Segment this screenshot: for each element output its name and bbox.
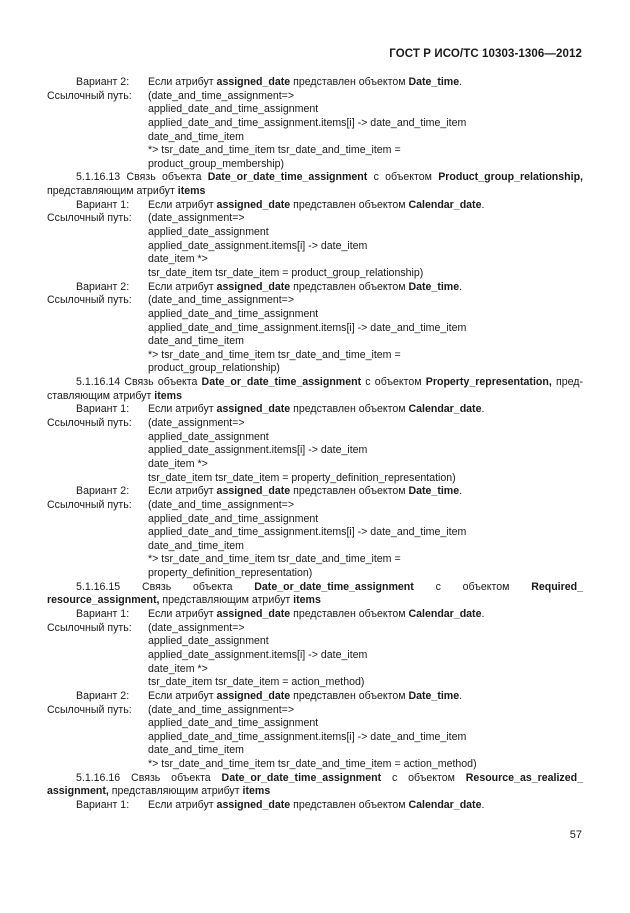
path-line bbox=[0, 117, 630, 131]
section-text: с объектом bbox=[361, 376, 426, 389]
path-line bbox=[0, 526, 630, 540]
section-text: Связь объекта bbox=[120, 376, 202, 389]
variant-label: Вариант 2: bbox=[76, 485, 130, 498]
path-line bbox=[0, 458, 630, 472]
variant-label: Вариант 1: bbox=[76, 799, 130, 812]
text: . bbox=[459, 689, 463, 702]
path-text: applied_date_assignment bbox=[148, 635, 269, 648]
path-text: tsr_date_item tsr_date_item = action_method) bbox=[148, 676, 365, 689]
reference-path-label: Ссылочный путь: bbox=[47, 212, 132, 225]
variant-text bbox=[148, 403, 484, 417]
text: Если атрибут bbox=[148, 76, 217, 88]
section-text: Связь объекта bbox=[120, 171, 208, 184]
reference-path-row bbox=[0, 622, 630, 636]
text: . bbox=[459, 485, 463, 498]
section-text: представляющим атрибут bbox=[159, 594, 294, 607]
section-text: с объектом bbox=[413, 580, 532, 593]
path-text: date_item *> bbox=[148, 458, 208, 470]
path-line bbox=[0, 663, 630, 677]
attribute-name: items bbox=[154, 389, 182, 402]
text: представлен объектом bbox=[290, 403, 409, 416]
attribute-name: assigned_date bbox=[216, 485, 291, 498]
path-text: applied_date_assignment.items[i] -> date_item bbox=[148, 444, 368, 457]
attribute-name: assigned_date bbox=[216, 689, 291, 702]
variant-text bbox=[148, 799, 484, 813]
path-text: (date_and_time_assignment=> bbox=[148, 703, 295, 716]
path-line bbox=[0, 267, 630, 281]
path-line bbox=[0, 226, 630, 240]
path-text: date_and_time_item bbox=[148, 539, 244, 552]
attribute-name: items bbox=[242, 785, 271, 798]
path-line bbox=[0, 431, 630, 445]
path-text: applied_date_assignment bbox=[148, 226, 269, 239]
document-body bbox=[0, 76, 630, 813]
path-line bbox=[0, 540, 630, 554]
path-text: (date_assignment=> bbox=[148, 212, 245, 225]
text: представлен объектом bbox=[290, 198, 409, 211]
path-line bbox=[0, 649, 630, 663]
reference-path-label: Ссылочный путь: bbox=[47, 89, 132, 102]
path-text: applied_date_and_time_assignment bbox=[148, 307, 319, 320]
path-text: *> tsr_date_and_time_item tsr_date_and_time_item = action_method) bbox=[148, 758, 477, 771]
variant-label: Вариант 1: bbox=[76, 198, 130, 211]
text: . bbox=[481, 799, 485, 812]
path-text: product_group_relationship) bbox=[148, 362, 280, 375]
section-number: 5.1.16.13 bbox=[76, 171, 121, 184]
path-line bbox=[0, 635, 630, 649]
path-text: applied_date_and_time_assignment.items[i] -> date_and_time_item bbox=[148, 321, 467, 334]
attribute-name: assigned_date bbox=[216, 76, 291, 88]
reference-path-label: Ссылочный путь: bbox=[47, 498, 132, 511]
attribute-name: assigned_date bbox=[216, 280, 291, 293]
attribute-name: items bbox=[177, 185, 206, 198]
section-text: с объектом bbox=[367, 171, 439, 184]
path-line bbox=[0, 676, 630, 690]
section-text: представляющим атрибут bbox=[47, 185, 178, 198]
variant-row bbox=[0, 485, 630, 499]
variant-row bbox=[0, 799, 630, 813]
path-text: *> tsr_date_and_time_item tsr_date_and_time_item = bbox=[148, 348, 401, 361]
variant-label: Вариант 1: bbox=[76, 608, 130, 621]
path-line bbox=[0, 131, 630, 145]
variant-label: Вариант 2: bbox=[76, 76, 130, 88]
reference-path-label: Ссылочный путь: bbox=[47, 294, 132, 307]
variant-row bbox=[0, 76, 630, 90]
path-text: applied_date_assignment bbox=[148, 430, 269, 443]
variant-text bbox=[148, 76, 462, 90]
object-name: Calendar_date bbox=[408, 608, 482, 621]
text: представлен объектом bbox=[290, 608, 409, 621]
reference-path-label: Ссылочный путь: bbox=[47, 703, 132, 716]
path-line bbox=[0, 349, 630, 363]
path-line bbox=[0, 335, 630, 349]
text: Если атрибут bbox=[148, 403, 217, 416]
path-text: tsr_date_item tsr_date_item = product_group_relationship) bbox=[148, 267, 424, 279]
reference-path-label: Ссылочный путь: bbox=[47, 417, 132, 430]
object-name: Required_ resource_assignment, bbox=[47, 580, 583, 607]
text: . bbox=[459, 76, 463, 88]
path-text: (date_and_time_assignment=> bbox=[148, 294, 295, 307]
section-text: с объектом bbox=[381, 771, 466, 784]
attribute-name: assigned_date bbox=[216, 799, 291, 812]
object-name: Calendar_date bbox=[408, 799, 482, 812]
attribute-name: assigned_date bbox=[216, 198, 291, 211]
path-text: applied_date_assignment.items[i] -> date_item bbox=[148, 649, 368, 661]
path-line bbox=[0, 103, 630, 117]
text: Если атрибут bbox=[148, 608, 217, 621]
path-text: date_and_time_item bbox=[148, 335, 244, 348]
path-line bbox=[0, 144, 630, 158]
object-name: Date_time bbox=[408, 689, 460, 702]
section-text: пред-ставляющим атрибут bbox=[47, 376, 583, 402]
path-text: property_definition_representation) bbox=[148, 567, 313, 580]
section-number: 5.1.16.14 bbox=[76, 376, 121, 389]
section-heading bbox=[0, 376, 630, 403]
path-line bbox=[0, 322, 630, 336]
variant-row bbox=[0, 281, 630, 295]
section-text: Связь объекта bbox=[120, 771, 222, 784]
text: Если атрибут bbox=[148, 198, 217, 211]
path-line bbox=[0, 444, 630, 458]
text: представлен объектом bbox=[290, 76, 409, 88]
reference-path-row bbox=[0, 90, 630, 104]
path-text: applied_date_and_time_assignment.items[i] -> date_and_time_item bbox=[148, 526, 467, 539]
reference-path-label: Ссылочный путь: bbox=[47, 621, 132, 634]
variant-text bbox=[148, 608, 484, 622]
variant-label: Вариант 2: bbox=[76, 280, 130, 293]
section-number: 5.1.16.16 bbox=[76, 771, 121, 784]
text: представлен объектом bbox=[290, 689, 409, 702]
path-text: applied_date_and_time_assignment bbox=[148, 717, 319, 730]
path-text: (date_and_time_assignment=> bbox=[148, 498, 295, 511]
reference-path-row bbox=[0, 499, 630, 513]
object-name: Property_representation, bbox=[425, 376, 552, 389]
path-text: (date_and_time_assignment=> bbox=[148, 89, 295, 102]
entity-name: Date_or_date_time_assignment bbox=[254, 580, 414, 593]
path-text: applied_date_and_time_assignment.items[i] -> date_and_time_item bbox=[148, 116, 467, 129]
path-line bbox=[0, 717, 630, 731]
path-text: applied_date_and_time_assignment bbox=[148, 512, 319, 525]
text: . bbox=[481, 608, 485, 621]
section-number: 5.1.16.15 bbox=[76, 580, 121, 593]
object-name: Date_time bbox=[408, 76, 460, 88]
path-text: product_group_membership) bbox=[148, 157, 285, 170]
attribute-name: assigned_date bbox=[216, 403, 291, 416]
page-number: 57 bbox=[569, 829, 582, 841]
section-text: Связь объекта bbox=[120, 580, 255, 593]
object-name: Resource_as_realized_ assignment, bbox=[47, 771, 583, 798]
variant-row bbox=[0, 608, 630, 622]
path-line bbox=[0, 744, 630, 758]
variant-text bbox=[148, 485, 462, 499]
variant-row bbox=[0, 199, 630, 213]
text: . bbox=[481, 403, 485, 416]
object-name: Calendar_date bbox=[408, 403, 482, 416]
attribute-name: assigned_date bbox=[216, 608, 291, 621]
entity-name: Date_or_date_time_assignment bbox=[201, 376, 362, 389]
path-line bbox=[0, 567, 630, 581]
text: . bbox=[459, 280, 463, 293]
path-text: applied_date_assignment.items[i] -> date_item bbox=[148, 239, 368, 252]
path-text: date_and_time_item bbox=[148, 744, 244, 757]
text: Если атрибут bbox=[148, 799, 217, 812]
variant-label: Вариант 2: bbox=[76, 689, 130, 702]
path-line bbox=[0, 553, 630, 567]
path-line bbox=[0, 472, 630, 486]
attribute-name: items bbox=[293, 594, 321, 607]
text: представлен объектом bbox=[290, 485, 409, 498]
object-name: Date_time bbox=[408, 280, 460, 293]
path-line bbox=[0, 240, 630, 254]
path-line bbox=[0, 758, 630, 772]
path-line bbox=[0, 253, 630, 267]
section-heading bbox=[0, 772, 630, 799]
variant-text bbox=[148, 690, 462, 704]
text: представлен объектом bbox=[290, 280, 409, 293]
path-text: date_item *> bbox=[148, 253, 208, 266]
reference-path-row bbox=[0, 212, 630, 226]
path-text: tsr_date_item tsr_date_item = property_definition_representation) bbox=[148, 471, 456, 484]
variant-text bbox=[148, 199, 484, 213]
path-line bbox=[0, 308, 630, 322]
entity-name: Date_or_date_time_assignment bbox=[221, 771, 382, 784]
path-line bbox=[0, 513, 630, 527]
text: Если атрибут bbox=[148, 689, 217, 702]
variant-row bbox=[0, 690, 630, 704]
reference-path-row bbox=[0, 294, 630, 308]
path-line bbox=[0, 362, 630, 376]
variant-row bbox=[0, 403, 630, 417]
path-text: date_and_time_item bbox=[148, 130, 244, 143]
object-name: Calendar_date bbox=[408, 198, 482, 211]
text: представлен объектом bbox=[290, 799, 409, 812]
object-name: Date_time bbox=[408, 485, 460, 498]
text: Если атрибут bbox=[148, 280, 217, 293]
path-text: *> tsr_date_and_time_item tsr_date_and_time_item = bbox=[148, 553, 401, 566]
variant-label: Вариант 1: bbox=[76, 403, 130, 416]
section-heading bbox=[0, 581, 630, 608]
path-text: *> tsr_date_and_time_item tsr_date_and_time_item = bbox=[148, 144, 401, 157]
path-text: applied_date_and_time_assignment.items[i] -> date_and_time_item bbox=[148, 730, 467, 743]
path-line bbox=[0, 731, 630, 745]
variant-text bbox=[148, 281, 462, 295]
path-text: (date_assignment=> bbox=[148, 621, 245, 634]
path-text: date_item *> bbox=[148, 662, 208, 675]
section-heading bbox=[0, 171, 630, 198]
section-text: представляющим атрибут bbox=[108, 785, 243, 798]
text: . bbox=[481, 198, 485, 211]
entity-name: Date_or_date_time_assignment bbox=[207, 171, 368, 184]
reference-path-row bbox=[0, 417, 630, 431]
document-header: ГОСТ Р ИСО/ТС 10303-1306—2012 bbox=[389, 48, 582, 60]
path-text: applied_date_and_time_assignment bbox=[148, 103, 319, 116]
object-name: Product_group_relationship, bbox=[438, 171, 583, 184]
path-text: (date_assignment=> bbox=[148, 417, 245, 430]
reference-path-row bbox=[0, 704, 630, 718]
path-line bbox=[0, 158, 630, 172]
text: Если атрибут bbox=[148, 485, 217, 498]
